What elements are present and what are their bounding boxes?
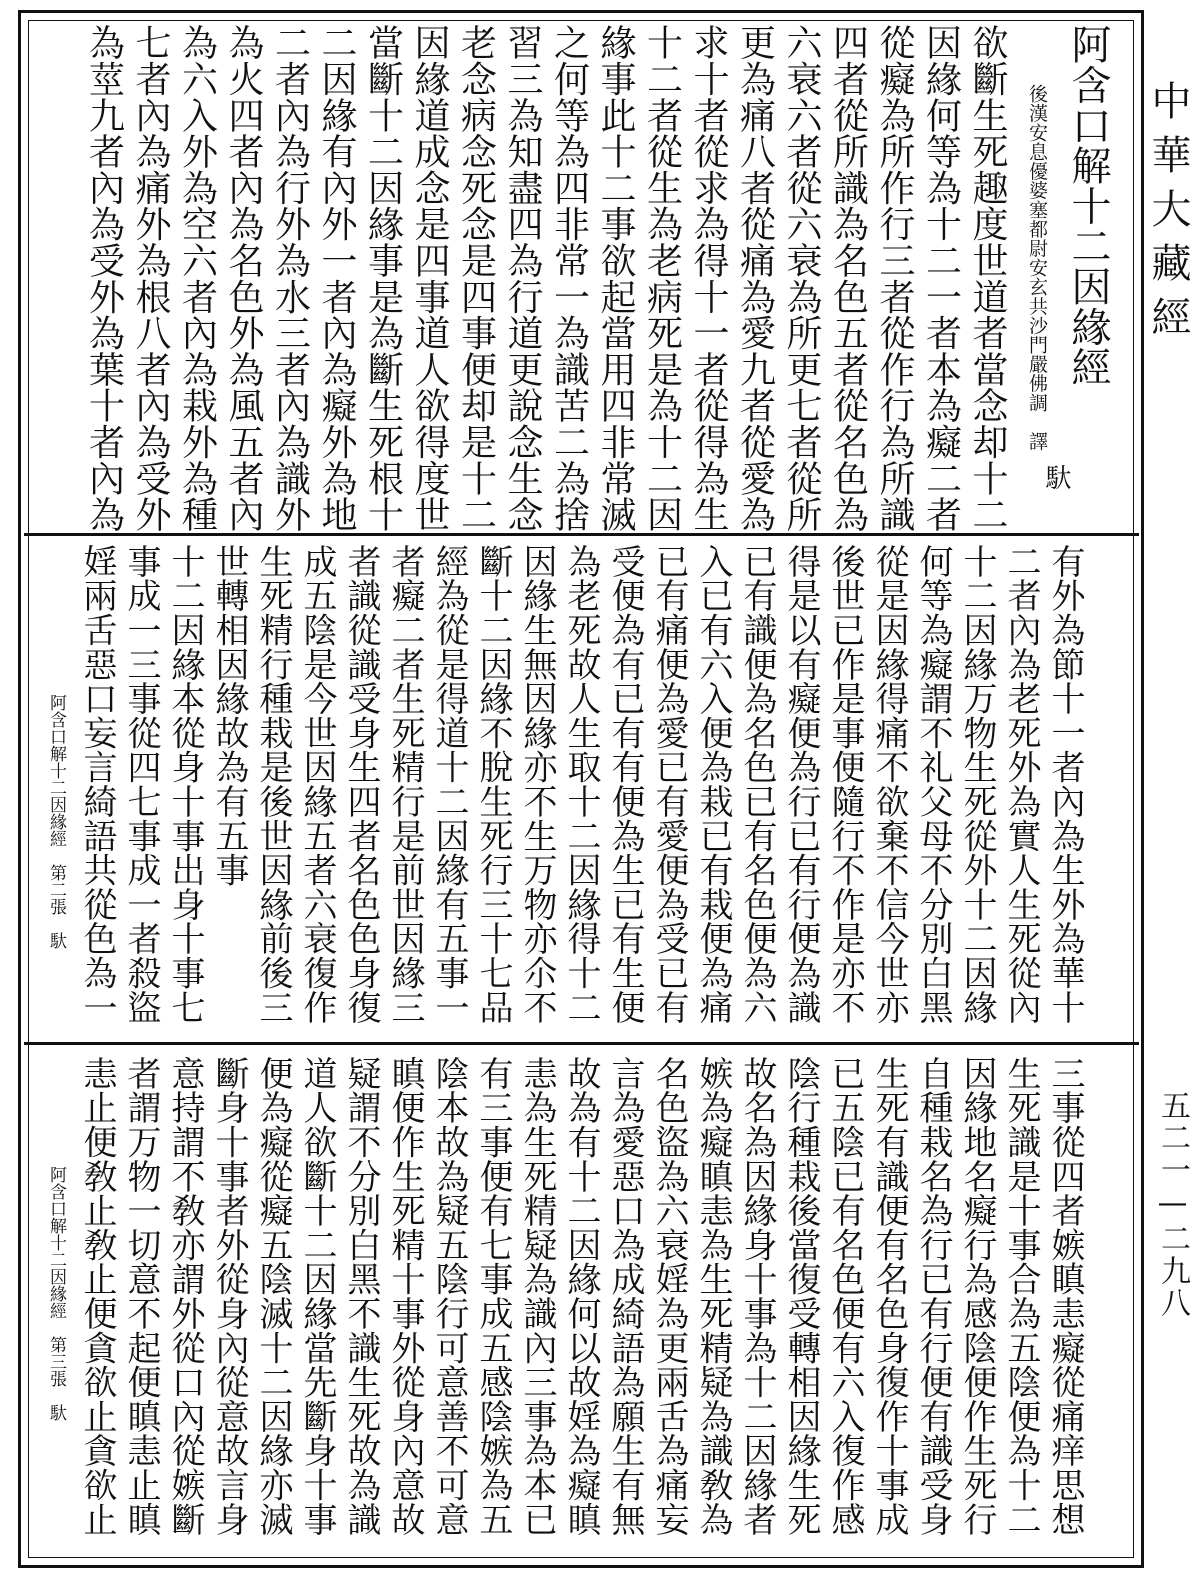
text-column: 世轉相因緣故為有五事 bbox=[209, 544, 249, 887]
text-column: 者癡二者生死精行是前世因緣三 bbox=[385, 544, 425, 1025]
text-column: 十二因緣万物生死從外十二因緣 bbox=[957, 544, 997, 1025]
page-number: 五二一—二九八 bbox=[1155, 1090, 1190, 1319]
panel-footer-note: 阿含口解十二因緣經 第二張 馱 bbox=[46, 694, 66, 949]
text-column: 有三事便有七事成五感陰嫉為五 bbox=[473, 1056, 513, 1537]
text-column: 二因緣有內外一者內為癡外為地 bbox=[316, 24, 357, 533]
text-column: 二者內為行外為水三者內為識外 bbox=[269, 24, 311, 533]
text-column: 故名為因緣身十事為十二因緣者 bbox=[737, 1056, 777, 1537]
panel-divider-top bbox=[24, 533, 1139, 536]
text-column: 生死識是十事合為五陰便為十二 bbox=[1001, 1056, 1041, 1537]
text-column: 三事從四者嫉瞋恚癡從痛痒思想 bbox=[1045, 1056, 1085, 1537]
text-column: 便為癡從癡五陰滅十二因緣亦滅 bbox=[253, 1056, 293, 1537]
text-column: 緣事此十二事欲起當用四非常滅 bbox=[595, 24, 636, 533]
text-column: 已五陰已有名色便有六入復作感 bbox=[825, 1056, 865, 1537]
text-column: 十二因緣本從身十事出身十事七 bbox=[165, 544, 205, 1025]
text-column: 欲斷生死趣度世道者當念却十二 bbox=[967, 24, 1008, 533]
text-column: 從是因緣得痛不欲棄不信今世亦 bbox=[869, 544, 909, 1025]
text-column: 婬兩舌惡口妄言綺語共從色為一 bbox=[77, 544, 117, 1025]
volume-marker: 馱 bbox=[1041, 464, 1071, 491]
text-column: 成五陰是今世因緣五者六衰復作 bbox=[297, 544, 337, 1025]
collection-title: 中華大藏經 bbox=[1145, 80, 1191, 350]
text-column: 自種栽名為行已有行便有識受身 bbox=[913, 1056, 953, 1537]
panel-2 bbox=[40, 544, 1125, 1038]
text-column: 為老死故人生取十二因緣得十二 bbox=[561, 544, 601, 1025]
translator-line: 後漢安息優婆塞都尉安玄共沙門嚴佛調 譯 bbox=[1026, 84, 1048, 451]
text-column: 從癡為所作行三者從作行為所識 bbox=[874, 24, 915, 533]
text-column: 生死精行種栽是後世因緣前後三 bbox=[253, 544, 293, 1025]
text-column: 為莖九者內為受外為葉十者內為 bbox=[83, 24, 125, 533]
text-column: 為火四者內為名色外為風五者內 bbox=[223, 24, 264, 533]
text-column: 陰本故為疑五陰行可意善不可意 bbox=[429, 1056, 469, 1537]
text-column: 已有痛便為愛已有愛便為受已有 bbox=[649, 544, 689, 1025]
text-column: 二者內為老死外為實人生死從內 bbox=[1001, 544, 1041, 1025]
text-column: 為六入外為空六者內為栽外為種 bbox=[176, 24, 218, 533]
text-column: 之何等為四非常一為識苦二為捨 bbox=[548, 24, 590, 533]
sutra-title: 阿含口解十二因緣經 bbox=[1065, 24, 1111, 387]
panel-1 bbox=[40, 24, 1125, 533]
text-column: 六衰六者從六衰為所更七者從所 bbox=[781, 24, 822, 533]
text-column: 故為有十二因緣何以故婬為癡瞋 bbox=[561, 1056, 601, 1537]
text-column: 十二者從生為老病死是為十二因 bbox=[641, 24, 683, 533]
text-column: 嫉為癡瞋恚為生死精疑為識敎為 bbox=[693, 1056, 733, 1537]
text-column: 當斷十二因緣事是為斷生死根十 bbox=[362, 24, 404, 533]
panel-3 bbox=[40, 1056, 1125, 1556]
text-column: 恚止便敎止敎止便貪欲止貪欲止 bbox=[77, 1056, 117, 1537]
text-column: 斷身十事者外從身內從意故言身 bbox=[209, 1056, 249, 1537]
text-column: 因緣生無因緣亦不生万物亦尒不 bbox=[517, 544, 557, 1025]
text-column: 意持謂不敎亦謂外從口內從嫉斷 bbox=[165, 1056, 205, 1537]
text-column: 七者內為痛外為根八者內為受外 bbox=[130, 24, 171, 533]
text-column: 者識從識受身生四者名色色身復 bbox=[341, 544, 381, 1025]
text-column: 因緣道成念是四事道人欲得度世 bbox=[409, 24, 450, 533]
text-column: 道人欲斷十二因緣當先斷身十事 bbox=[297, 1056, 337, 1537]
text-column: 事成一三事從四七事成一者殺盜 bbox=[121, 544, 161, 1025]
text-column: 入已有六入便為栽已有栽便為痛 bbox=[693, 544, 733, 1025]
panel-divider-bottom bbox=[24, 1042, 1139, 1045]
text-column: 老念病念死念是四事便却是十二 bbox=[455, 24, 497, 533]
text-column: 斷十二因緣不脫生死行三十七品 bbox=[473, 544, 513, 1025]
text-column: 受便為有已有有便為生已有生便 bbox=[605, 544, 645, 1025]
text-column: 陰行種栽後當復受轉相因緣生死 bbox=[781, 1056, 821, 1537]
text-column: 恚為生死精疑為識內三事為本已 bbox=[517, 1056, 557, 1537]
panel-footer-note: 阿含口解十二因緣經 第三張 馱 bbox=[46, 1166, 66, 1421]
text-column: 求十者從求為得十一者從得為生 bbox=[688, 24, 729, 533]
text-column: 名色盜為六衰婬為更兩舌為痛妄 bbox=[649, 1056, 689, 1537]
text-column: 有外為節十一者內為生外為華十 bbox=[1045, 544, 1085, 1025]
text-column: 疑謂不分別白黑不識生死故為識 bbox=[341, 1056, 381, 1537]
text-column: 生死有識便有名色身復作十事成 bbox=[869, 1056, 909, 1537]
text-column: 更為痛八者從痛為愛九者從愛為 bbox=[734, 24, 776, 533]
text-column: 得是以有癡便為行已有行便為識 bbox=[781, 544, 821, 1025]
text-column: 後世已作是事便隨行不作是亦不 bbox=[825, 544, 865, 1025]
text-column: 經為從是得道十二因緣有五事一 bbox=[429, 544, 469, 1025]
text-column: 瞋便作生死精十事外從身內意故 bbox=[385, 1056, 425, 1537]
text-column: 已有識便為名色已有名色便為六 bbox=[737, 544, 777, 1025]
text-column: 者謂万物一切意不起便瞋恚止瞋 bbox=[121, 1056, 161, 1537]
text-column: 何等為癡謂不礼父母不分別白黑 bbox=[913, 544, 953, 1025]
text-column: 四者從所識為名色五者從名色為 bbox=[827, 24, 869, 533]
text-column: 言為愛惡口為成綺語為願生有無 bbox=[605, 1056, 645, 1537]
text-column: 習三為知盡四為行道更說念生念 bbox=[502, 24, 543, 533]
text-column: 因緣何等為十二一者本為癡二者 bbox=[920, 24, 962, 533]
text-column: 因緣地名癡行為感陰便作生死行 bbox=[957, 1056, 997, 1537]
